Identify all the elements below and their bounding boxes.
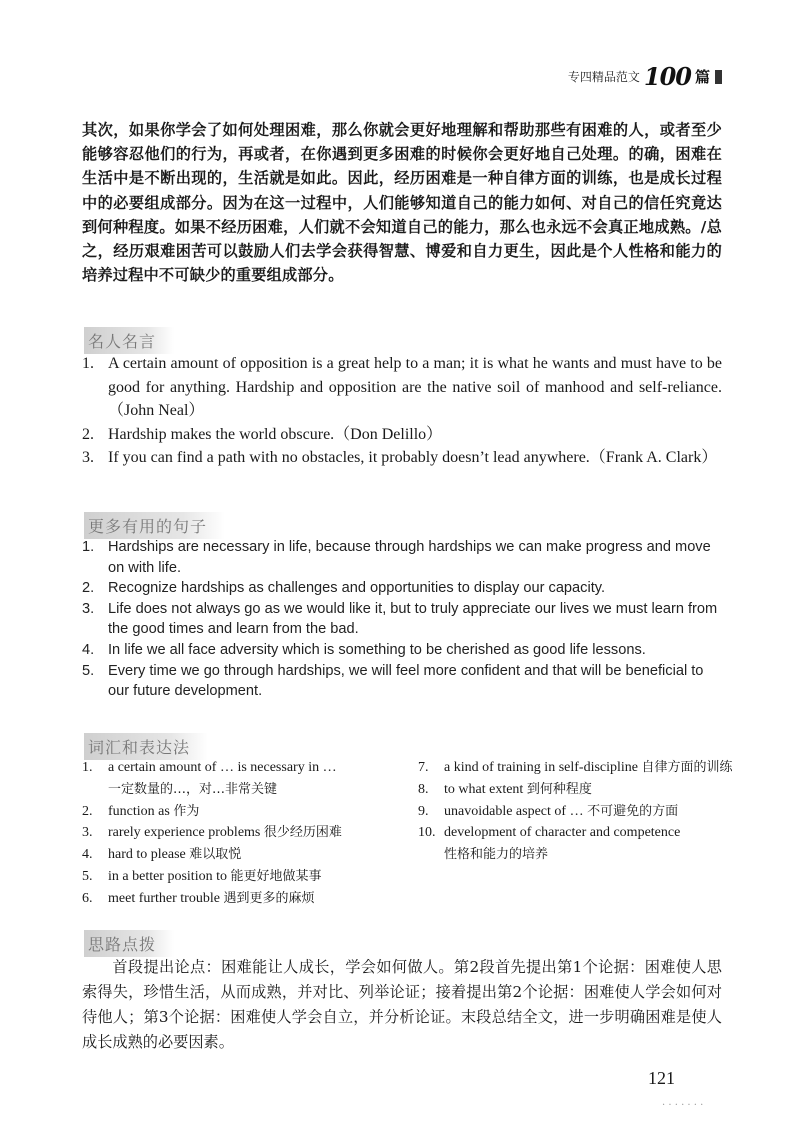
header-mark	[715, 70, 722, 84]
quotes-section-title: 名人名言	[84, 327, 174, 354]
list-item	[82, 352, 722, 423]
item-number: 1.	[82, 355, 94, 372]
sentences-list	[82, 537, 722, 702]
list-item	[82, 801, 402, 823]
vocab-list-right	[418, 757, 738, 866]
list-item	[418, 822, 738, 866]
book-series-suffix: 篇	[694, 68, 710, 86]
item-text: Life does not always go as we would like it, but to truly appreciate our lives we must learn from the good times and learn from the bad.	[108, 600, 718, 638]
book-series-label: 专四精品范文	[567, 70, 640, 84]
vocab-list-left	[82, 757, 402, 910]
item-number: 5.	[82, 868, 93, 884]
page-mark: . . . . . . .	[662, 1097, 704, 1108]
list-item	[418, 779, 738, 801]
item-number: 2.	[82, 580, 95, 597]
item-text: In life we all face adversity which is something to be cherished as good life lessons.	[108, 641, 646, 658]
list-item	[82, 866, 402, 888]
vocab-zh: 难以取悦	[189, 847, 242, 863]
item-number: 7.	[418, 760, 429, 775]
page-number: 121	[648, 1068, 675, 1088]
list-item	[82, 423, 722, 447]
list-item	[82, 661, 722, 702]
list-item	[82, 640, 722, 661]
list-item	[418, 801, 738, 823]
list-item	[82, 599, 722, 640]
vocab-zh: 自律方面的训练	[641, 760, 733, 775]
item-text: Every time we go through hardships, we will feel more confident and that will be beneficial to our future development.	[108, 662, 704, 700]
list-item	[82, 578, 722, 599]
vocab-en: a certain amount of … is necessary in …	[108, 760, 337, 775]
item-text: Hardships are necessary in life, because through hardships we can make progress and move on with life.	[108, 539, 711, 576]
vocab-zh: 不可避免的方面	[587, 803, 679, 819]
vocab-zh: 作为	[173, 803, 200, 819]
vocab-en: to what extent	[444, 781, 524, 797]
vocab-en: rarely experience problems	[108, 825, 261, 841]
vocab-en: development of character and competence	[444, 825, 681, 841]
vocab-zh: 遇到更多的麻烦	[223, 890, 315, 906]
item-text: Hardship makes the world obscure.（Don Delillo）	[108, 425, 443, 443]
item-number: 3.	[82, 825, 93, 841]
item-text: If you can find a path with no obstacles, it probably doesn’t lead anywhere.（Frank A. Clark）	[108, 449, 718, 466]
analysis-section-title: 思路点拨	[84, 930, 174, 957]
item-number: 8.	[418, 781, 429, 797]
vocab-en: function as	[108, 803, 170, 819]
item-number: 6.	[82, 890, 93, 906]
vocab-en: in a better position to	[108, 868, 227, 884]
vocab-zh: 很少经历困难	[263, 825, 342, 841]
quotes-list	[82, 352, 722, 470]
item-number: 2.	[82, 803, 93, 819]
vocab-zh: 能更好地做某事	[230, 868, 322, 884]
list-item	[82, 844, 402, 866]
vocab-section-title: 词汇和表达法	[84, 733, 208, 760]
item-number: 3.	[82, 449, 94, 466]
item-number: 10.	[418, 825, 436, 841]
vocab-en: hard to please	[108, 847, 186, 863]
item-number: 5.	[82, 662, 95, 679]
item-number: 2.	[82, 425, 94, 443]
sentences-section-title: 更多有用的句子	[84, 512, 225, 539]
vocab-zh: 性格和能力的培养	[444, 847, 549, 863]
vocab-en: meet further trouble	[108, 890, 220, 906]
item-number: 4.	[82, 641, 95, 658]
list-item	[82, 537, 722, 578]
book-series-number: 100	[643, 62, 691, 91]
list-item	[82, 446, 722, 470]
list-item	[82, 757, 402, 801]
list-item	[82, 888, 402, 910]
item-number: 9.	[418, 803, 429, 819]
running-header	[568, 62, 722, 91]
list-item	[418, 757, 738, 779]
analysis-text	[82, 955, 722, 1055]
item-text: Recognize hardships as challenges and opportunities to display our capacity.	[108, 580, 606, 597]
item-number: 3.	[82, 600, 95, 617]
vocab-en: unavoidable aspect of …	[444, 803, 584, 819]
translation-paragraph: 其次，如果你学会了如何处理困难，那么你就会更好地理解和帮助那些有困难的人，或者至少能够容忍他们的行为，再或者，在你遇到更多困难的时候你会更好地自己处理。的确，困难在生活中是不断出现的，生活就是如此。因此，经历困难是一种自律方面的训练，也是成长过程中的必要组成部分。因为在这一过程中，人们能够知道自己的能力如何、对自己的信任究竟达到何种程度。如果不经历困难，人们就不会知道自己的能力，那么也永远不会真正地成熟。/总之，经历艰难困苦可以鼓励人们去学会获得智慧、博爱和自力更生，因此是个人性格和能力的培养过程中不可缺少的重要组成部分。	[82, 121, 722, 285]
vocab-zh: 一定数量的…，对…非常关键	[108, 781, 278, 797]
item-text: A certain amount of opposition is a great help to a man; it is what he wants and must have to be good for anything. Hardship and opposition are the native soil of manhood and self-reliance.（John Neal）	[108, 355, 722, 419]
list-item	[82, 822, 402, 844]
item-number: 1.	[82, 539, 95, 555]
item-number: 4.	[82, 847, 93, 863]
vocab-en: a kind of training in self-discipline	[444, 760, 639, 775]
analysis-paragraph: 首段提出论点：困难能让人成长，学会如何做人。第2段首先提出第1个论据：困难使人思索得失，珍惜生活，从而成熟，并对比、列举论证；接着提出第2个论据：困难使人学会如何对待他人；第3个论据：困难使人学会自立，并分析论证。末段总结全文，进一步明确困难是使人成长成熟的必要因素。	[82, 958, 722, 1051]
vocab-zh: 到何种程度	[526, 781, 592, 797]
item-number: 1.	[82, 760, 93, 775]
